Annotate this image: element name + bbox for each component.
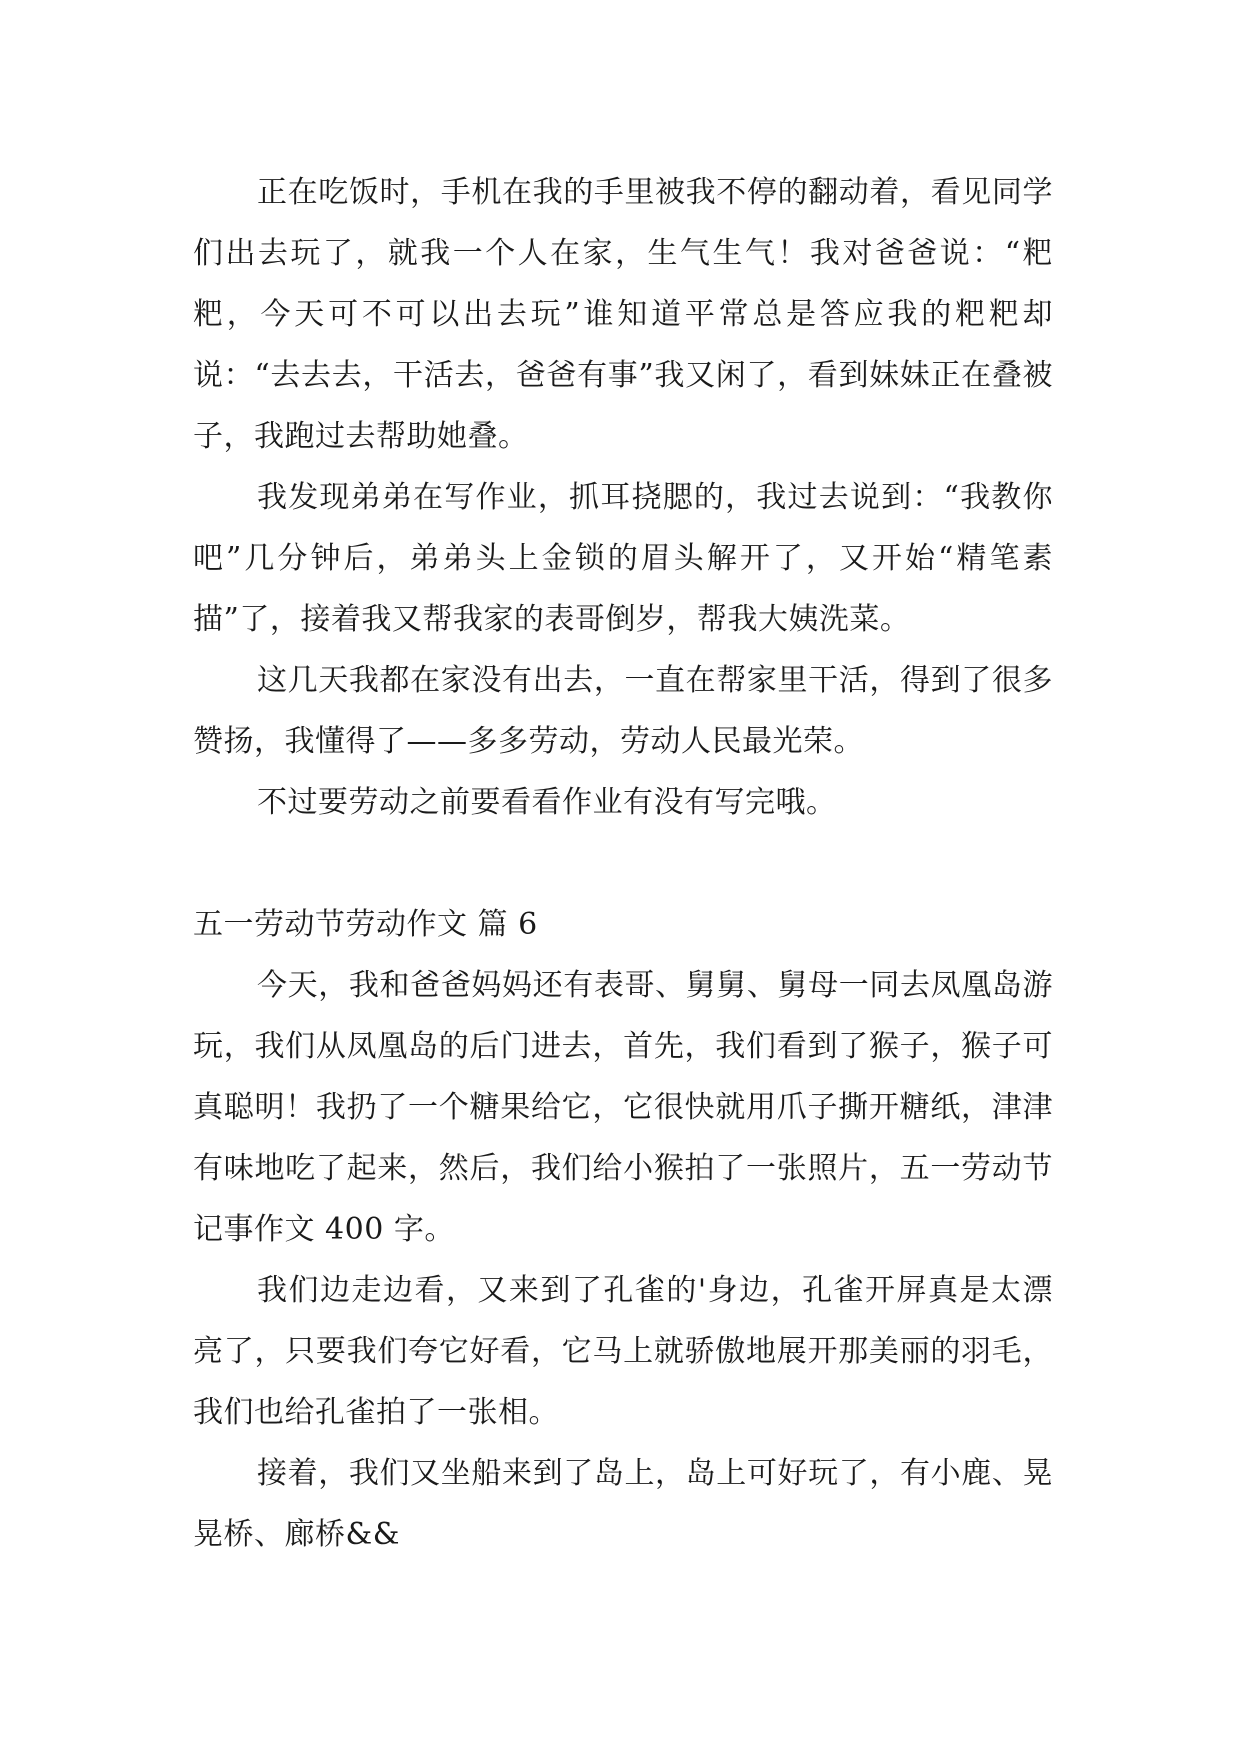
paragraph: 接着，我们又坐船来到了岛上，岛上可好玩了，有小鹿、晃晃桥、廊桥&& <box>193 1456 1053 1552</box>
paragraph: 今天，我和爸爸妈妈还有表哥、舅舅、舅母一同去凤凰岛游玩，我们从凤凰岛的后门进去，首先，我们看到了猴子，猴子可真聪明！我扔了一个糖果给它，它很快就用爪子撕开糖纸，津津有味地吃了起来，然后，我们给小猴拍了一张照片，五一劳动节记事作文 400 字。 <box>193 968 1053 1247</box>
paragraph: 正在吃饭时，手机在我的手里被我不停的翻动着，看见同学们出去玩了，就我一个人在家，生气生气！我对爸爸说：“粑粑，今天可不可以出去玩”谁知道平常总是答应我的粑粑却说：“去去去，干活去，爸爸有事”我又闲了，看到妹妹正在叠被子，我跑过去帮助她叠。 <box>193 175 1053 454</box>
section-title: 五一劳动节劳动作文 篇 6 <box>193 907 538 942</box>
section-spacer <box>193 833 1053 894</box>
paragraph: 我们边走边看，又来到了孔雀的'身边，孔雀开屏真是太漂亮了，只要我们夸它好看，它马上就骄傲地展开那美丽的羽毛，我们也给孔雀拍了一张相。 <box>193 1273 1053 1430</box>
paragraph: 不过要劳动之前要看看作业有没有写完哦。 <box>257 785 837 820</box>
paragraph: 我发现弟弟在写作业，抓耳挠腮的，我过去说到：“我教你吧”几分钟后，弟弟头上金锁的眉头解开了，又开始“精笔素描”了，接着我又帮我家的表哥倒岁，帮我大姨洗菜。 <box>193 480 1053 637</box>
document-body <box>193 162 1053 1565</box>
paragraph: 这几天我都在家没有出去，一直在帮家里干活，得到了很多赞扬，我懂得了——多多劳动，劳动人民最光荣。 <box>193 663 1053 759</box>
